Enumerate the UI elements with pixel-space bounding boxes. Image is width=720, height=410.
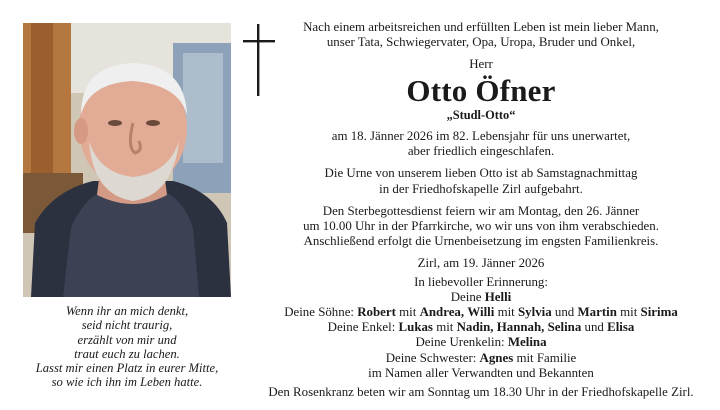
service-notice-line: Den Sterbegottesdienst feiern wir am Montag, den 26. Jänner (322, 203, 640, 218)
service-notice-line: um 10.00 Uhr in der Pfarrkirche, wo wir uns von ihm verabschieden. (303, 218, 659, 233)
poem-line: so wie ich ihn im Leben hatte. (51, 375, 203, 390)
salutation: Herr (469, 57, 493, 72)
rosary-notice: Den Rosenkranz beten wir am Sonntag um 18.30 Uhr in der Friedhofskapelle Zirl. (268, 384, 694, 399)
poem-line: erzählt von mir und (77, 332, 177, 347)
portrait-photo (23, 23, 231, 297)
family-wife: Deine Helli (450, 290, 512, 305)
obituary-text (252, 20, 710, 400)
service-notice-line: Anschließend erfolgt die Urnenbeisetzung im engsten Familienkreis. (303, 233, 659, 248)
poem-line: traut euch zu lachen. (74, 346, 180, 361)
death-notice-line: aber friedlich eingeschlafen. (407, 144, 555, 159)
nickname: „Studl-Otto“ (446, 108, 516, 123)
urn-notice-line: in der Friedhofskapelle Zirl aufgebahrt. (379, 181, 583, 196)
family-sister: Deine Schwester: Agnes mit Familie (385, 350, 577, 365)
family-relatives: im Namen aller Verwandten und Bekannten (368, 365, 594, 380)
place-date: Zirl, am 19. Jänner 2026 (417, 255, 545, 270)
family-grandchildren: Deine Enkel: Lukas mit Nadin, Hannah, Selina und Elisa (327, 320, 635, 335)
urn-notice-line: Die Urne von unserem lieben Otto ist ab Samstagnachmittag (324, 166, 638, 181)
deceased-name: Otto Öfner (406, 73, 556, 109)
poem-line: Lasst mir einen Platz in eurer Mitte, (35, 361, 219, 376)
family-sons: Deine Söhne: Robert mit Andrea, Willi mit Sylvia und Martin mit Sirima (284, 305, 678, 320)
intro-line: unser Tata, Schwiegervater, Opa, Uropa, Bruder und Onkel, (326, 35, 636, 50)
memory-heading: In liebevoller Erinnerung: (414, 275, 548, 290)
poem (14, 304, 240, 390)
poem-line: Wenn ihr an mich denkt, (65, 304, 189, 318)
intro-line: Nach einem arbeitsreichen und erfüllten Leben ist mein lieber Mann, (303, 20, 659, 34)
poem-line: seid nicht traurig, (81, 318, 173, 333)
family-great-grandchild: Deine Urenkelin: Melina (415, 335, 547, 350)
death-notice-line: am 18. Jänner 2026 im 82. Lebensjahr für uns unerwartet, (331, 129, 631, 144)
